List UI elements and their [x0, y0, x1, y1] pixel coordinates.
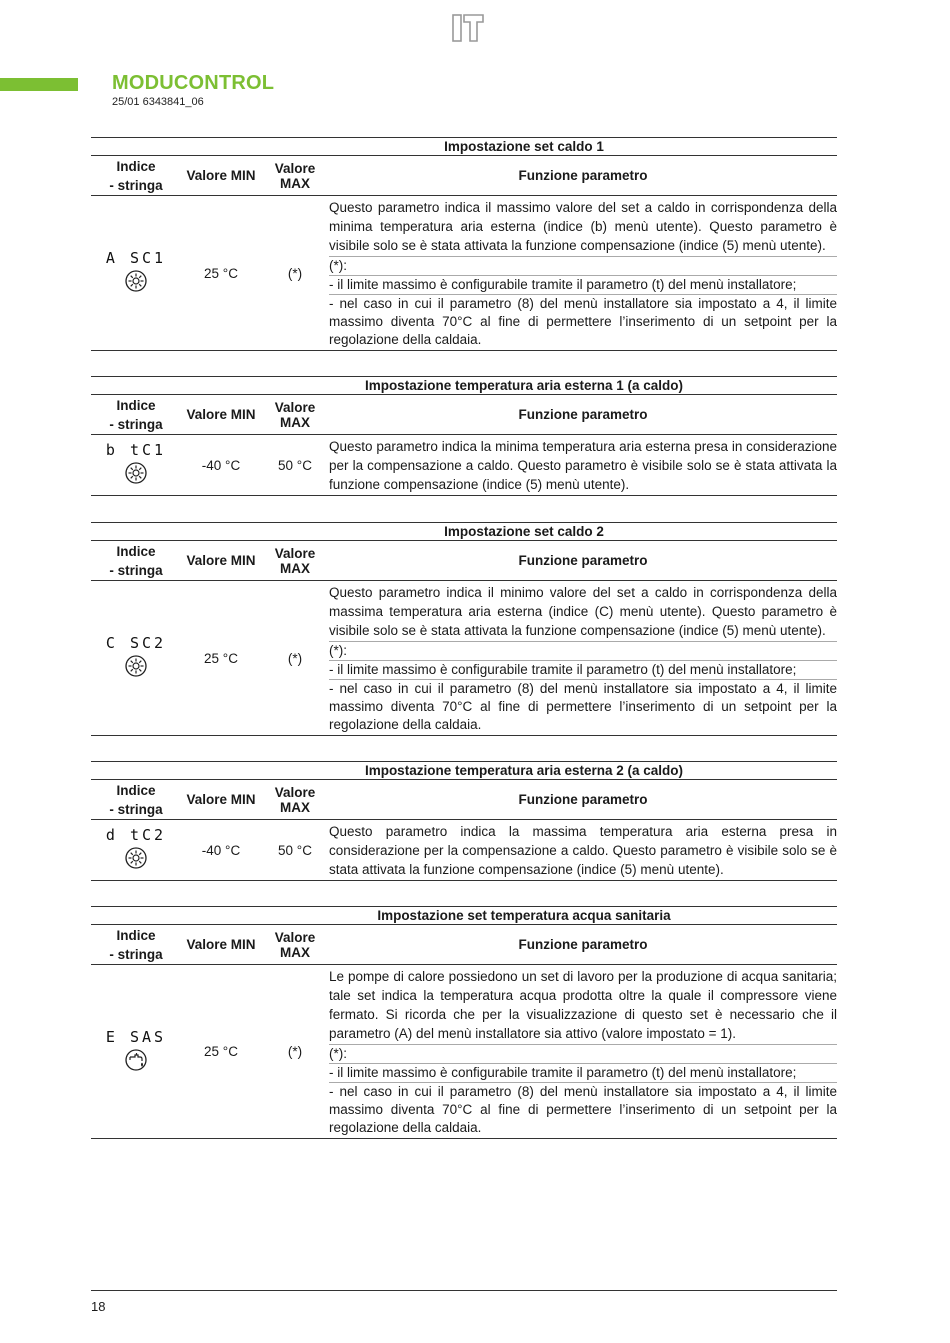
param-section-d-tc2 [91, 761, 837, 881]
table-header [91, 925, 837, 965]
function-description: Le pompe di calore possiedono un set di lavoro per la produzione di acqua sanitaria; tale set indica la temperatura acqua prodotta oltre la quale il compressore viene fermato. Si ricorda che per la visualizzazione di questo set è necessario che il parametro (A) del menù installatore sia attivo (valore impostato = 1). [329, 969, 837, 1041]
function-description: Questo parametro indica il minimo valore del set a caldo in corrispondenza della massima temperatura aria esterna (indice (C) menù utente). Questo parametro è visibile solo se è stata attivata la funzione compensazione (indice (5) menù utente). [329, 585, 837, 638]
function-header: Funzione parametro [518, 407, 648, 422]
min-value: 25 °C [204, 1044, 238, 1059]
function-description: Questo parametro indica il massimo valore del set a caldo in corrispondenza della minima temperatura aria esterna (indice (b) menù utente). Questo parametro è visibile solo se è stata attivata la funzione compensazione (indice (5) menù utente). [329, 200, 837, 253]
min-value: -40 °C [201, 842, 241, 858]
tap-icon [125, 1049, 147, 1071]
function-header: Funzione parametro [518, 168, 648, 183]
sun-icon [125, 270, 147, 292]
index-header: Indice - stringa [109, 397, 163, 432]
function-description: Questo parametro indica la minima temperatura aria esterna presa in considerazione per la compensazione a caldo. Questo parametro è visibile solo se è stata attivata la funzione compensazione (indice (5) menù utente). [329, 439, 837, 492]
index-header: Indice - stringa [109, 543, 163, 578]
brand-accent-bar [0, 78, 78, 91]
section-title: Impostazione temperatura aria esterna 2 (a caldo) [91, 761, 837, 780]
min-header: Valore MIN [186, 937, 256, 952]
function-header: Funzione parametro [518, 937, 648, 952]
function-header: Funzione parametro [518, 792, 648, 807]
max-header: Valore MAX [274, 929, 316, 960]
note-line-1: - il limite massimo è configurabile tramite il parametro (t) del menù installatore; [329, 660, 837, 679]
min-value: 25 °C [204, 650, 238, 666]
min-header: Valore MIN [186, 553, 256, 568]
section-title: Impostazione set caldo 1 [91, 137, 837, 156]
note-line-2: - nel caso in cui il parametro (8) del menù installatore sia impostato a 4, il limite massimo diventa 70°C al fine di permettere l’inserimento di un setpoint per la regolazione della caldaia. [329, 679, 837, 735]
index-cell [91, 441, 181, 489]
index-cell [91, 249, 181, 297]
max-value: (*) [287, 650, 303, 666]
display-code: d tC2 [105, 826, 167, 844]
note-line-2: - nel caso in cui il parametro (8) del menù installatore sia impostato a 4, il limite massimo diventa 70°C al fine di permettere l’inserimento di un setpoint per la regolazione della caldaia. [329, 294, 837, 350]
table-row [91, 435, 837, 496]
sun-icon [125, 847, 147, 869]
table-row [91, 965, 837, 1139]
index-cell [91, 1028, 181, 1076]
index-cell [91, 634, 181, 682]
table-header [91, 780, 837, 820]
function-cell [329, 196, 837, 350]
note-label: (*): [329, 641, 837, 660]
max-value: (*) [287, 1044, 303, 1059]
document-reference: 25/01 6343841_06 [112, 96, 204, 108]
function-cell [329, 581, 837, 735]
max-value: 50 °C [278, 842, 312, 858]
note-label: (*): [329, 256, 837, 275]
function-cell [329, 965, 837, 1138]
index-cell [91, 826, 181, 874]
language-mark-icon [452, 14, 484, 42]
index-header: Indice - stringa [109, 782, 163, 817]
param-section-b-tc1 [91, 376, 837, 496]
max-header: Valore MAX [274, 545, 316, 576]
max-header: Valore MAX [274, 784, 316, 815]
function-description: Questo parametro indica la massima temperatura aria esterna presa in considerazione per la compensazione a caldo. Questo parametro è visibile solo se è stata attivata la funzione compensazione (indice (5) menù utente). [329, 824, 837, 877]
sun-icon [125, 655, 147, 677]
section-title: Impostazione temperatura aria esterna 1 (a caldo) [91, 376, 837, 395]
param-section-e-sas [91, 906, 837, 1139]
min-header: Valore MIN [186, 407, 256, 422]
param-section-a-sc1 [91, 137, 837, 351]
function-cell [329, 820, 837, 880]
display-code: b tC1 [105, 441, 167, 459]
min-value: 25 °C [204, 265, 238, 281]
page-number: 18 [91, 1299, 106, 1314]
max-header: Valore MAX [274, 399, 316, 430]
note-line-1: - il limite massimo è configurabile tramite il parametro (t) del menù installatore; [329, 1063, 837, 1082]
footer-rule [91, 1290, 837, 1291]
function-cell [329, 435, 837, 495]
note-line-1: - il limite massimo è configurabile tramite il parametro (t) del menù installatore; [329, 275, 837, 294]
section-title: Impostazione set temperatura acqua sanitaria [91, 906, 837, 925]
brand-title: MODUCONTROL [112, 72, 275, 94]
table-header [91, 156, 837, 196]
min-header: Valore MIN [186, 792, 256, 807]
note-label: (*): [329, 1044, 837, 1063]
table-row [91, 820, 837, 881]
sun-icon [125, 462, 147, 484]
max-header: Valore MAX [274, 160, 316, 191]
note-line-2: - nel caso in cui il parametro (8) del menù installatore sia impostato a 4, il limite massimo diventa 70°C al fine di permettere l’inserimento di un setpoint per la regolazione della caldaia. [329, 1082, 837, 1138]
section-title: Impostazione set caldo 2 [91, 522, 837, 541]
min-value: -40 °C [201, 457, 241, 473]
function-header: Funzione parametro [518, 553, 648, 568]
index-header: Indice - stringa [109, 927, 163, 962]
max-value: 50 °C [278, 457, 312, 473]
display-code: E SAS [105, 1027, 167, 1046]
index-header: Indice - stringa [109, 158, 163, 193]
max-value: (*) [287, 265, 303, 281]
table-row [91, 196, 837, 351]
table-row [91, 581, 837, 736]
param-section-c-sc2 [91, 522, 837, 736]
table-header [91, 541, 837, 581]
display-code: C SC2 [105, 634, 167, 652]
min-header: Valore MIN [186, 168, 256, 183]
display-code: A SC1 [105, 249, 167, 267]
table-header [91, 395, 837, 435]
